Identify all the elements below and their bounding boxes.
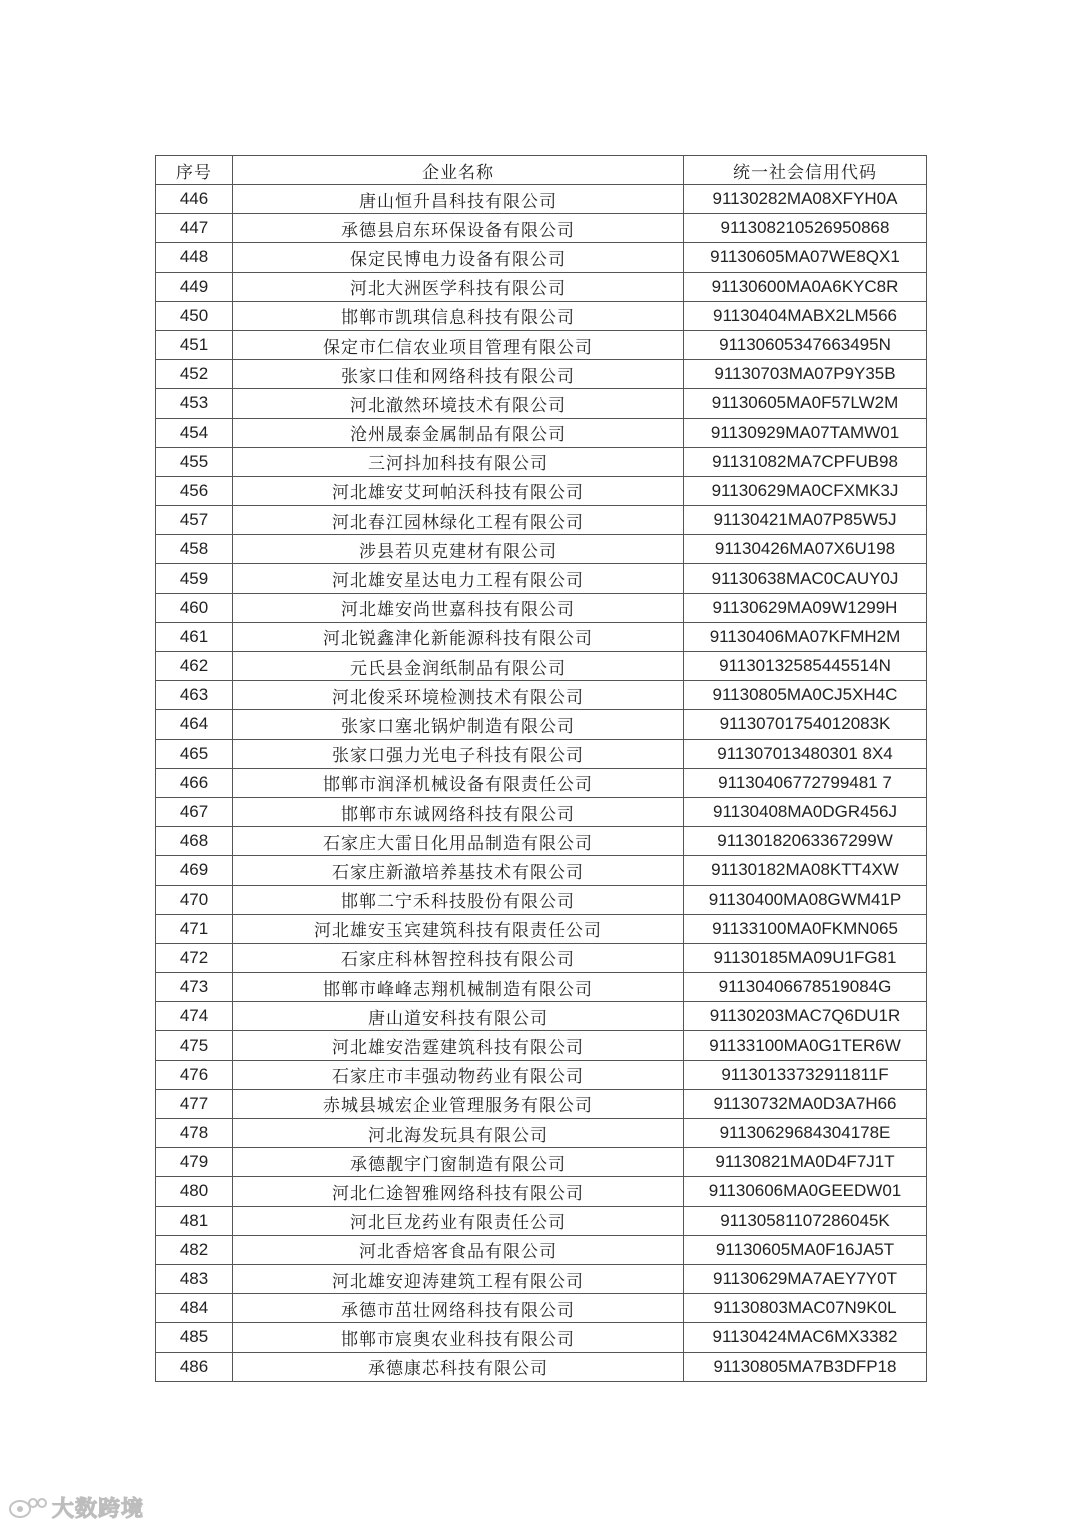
serial-number-cell: 470 [156, 885, 233, 914]
table-row [156, 1264, 927, 1293]
credit-code-cell: 91130929MA07TAMW01 [684, 418, 927, 447]
table-row [156, 185, 927, 214]
table-row [156, 768, 927, 797]
enterprise-registry-table [155, 155, 927, 1382]
company-name-cell: 石家庄科林智控科技有限公司 [233, 943, 684, 972]
serial-number-cell: 485 [156, 1323, 233, 1352]
company-name-cell: 元氏县金润纸制品有限公司 [233, 652, 684, 681]
table-row [156, 301, 927, 330]
table-row [156, 885, 927, 914]
company-name-cell: 河北大洲医学科技有限公司 [233, 272, 684, 301]
table-row [156, 710, 927, 739]
credit-code-cell: 91131082MA7CPFUB98 [684, 447, 927, 476]
credit-code-cell: 91130133732911811F [684, 1060, 927, 1089]
credit-code-cell: 91130426MA07X6U198 [684, 535, 927, 564]
company-name-cell: 河北锐鑫津化新能源科技有限公司 [233, 622, 684, 651]
company-name-cell: 张家口强力光电子科技有限公司 [233, 739, 684, 768]
table-row [156, 856, 927, 885]
company-name-cell: 唐山恒升昌科技有限公司 [233, 185, 684, 214]
table-row [156, 1235, 927, 1264]
serial-number-cell: 452 [156, 360, 233, 389]
serial-number-cell: 460 [156, 593, 233, 622]
table-row [156, 330, 927, 359]
table-row [156, 973, 927, 1002]
credit-code-cell: 91130406678519084G [684, 973, 927, 1002]
company-name-cell: 沧州晟泰金属制品有限公司 [233, 418, 684, 447]
table-row [156, 1206, 927, 1235]
credit-code-cell: 91130703MA07P9Y35B [684, 360, 927, 389]
serial-number-cell: 472 [156, 943, 233, 972]
credit-code-cell: 91130803MAC07N9K0L [684, 1294, 927, 1323]
serial-number-cell: 476 [156, 1060, 233, 1089]
serial-number-cell: 466 [156, 768, 233, 797]
table-body [156, 185, 927, 1382]
company-name-cell: 河北雄安浩霆建筑科技有限公司 [233, 1031, 684, 1060]
serial-number-cell: 478 [156, 1119, 233, 1148]
serial-number-cell: 458 [156, 535, 233, 564]
table-row [156, 797, 927, 826]
serial-number-cell: 481 [156, 1206, 233, 1235]
serial-number-cell: 465 [156, 739, 233, 768]
credit-code-cell: 91130132585445514N [684, 652, 927, 681]
credit-code-cell: 91130203MAC7Q6DU1R [684, 1002, 927, 1031]
credit-code-cell: 91130605MA0F16JA5T [684, 1235, 927, 1264]
serial-number-cell: 448 [156, 243, 233, 272]
table-row [156, 243, 927, 272]
company-name-cell: 承德靓宇门窗制造有限公司 [233, 1148, 684, 1177]
table-row [156, 943, 927, 972]
company-name-cell: 河北俊采环境检测技术有限公司 [233, 681, 684, 710]
serial-number-cell: 475 [156, 1031, 233, 1060]
serial-number-cell: 474 [156, 1002, 233, 1031]
company-name-cell: 河北香焙客食品有限公司 [233, 1235, 684, 1264]
company-name-cell: 邯郸市东诚网络科技有限公司 [233, 797, 684, 826]
company-name-cell: 河北仁途智雅网络科技有限公司 [233, 1177, 684, 1206]
credit-code-cell: 911307013480301 8X4 [684, 739, 927, 768]
company-name-cell: 河北雄安迎涛建筑工程有限公司 [233, 1264, 684, 1293]
credit-code-cell: 91130821MA0D4F7J1T [684, 1148, 927, 1177]
company-name-cell: 河北雄安艾珂帕沃科技有限公司 [233, 476, 684, 505]
credit-code-cell: 91130629MA0CFXMK3J [684, 476, 927, 505]
header-serial-number: 序号 [156, 156, 233, 185]
credit-code-cell: 91133100MA0G1TER6W [684, 1031, 927, 1060]
table-row [156, 827, 927, 856]
serial-number-cell: 463 [156, 681, 233, 710]
serial-number-cell: 486 [156, 1352, 233, 1381]
credit-code-cell: 91130629MA09W1299H [684, 593, 927, 622]
company-name-cell: 邯郸市宸奥农业科技有限公司 [233, 1323, 684, 1352]
table-row [156, 389, 927, 418]
company-name-cell: 涉县若贝克建材有限公司 [233, 535, 684, 564]
serial-number-cell: 464 [156, 710, 233, 739]
credit-code-cell: 91130629MA7AEY7Y0T [684, 1264, 927, 1293]
table-row [156, 1060, 927, 1089]
company-name-cell: 邯郸市峰峰志翔机械制造有限公司 [233, 973, 684, 1002]
table-row [156, 418, 927, 447]
credit-code-cell: 91130406772799481 7 [684, 768, 927, 797]
serial-number-cell: 459 [156, 564, 233, 593]
serial-number-cell: 457 [156, 506, 233, 535]
watermark-text: 大数跨境 [52, 1496, 145, 1522]
credit-code-cell: 91130600MA0A6KYC8R [684, 272, 927, 301]
serial-number-cell: 447 [156, 214, 233, 243]
company-name-cell: 河北雄安星达电力工程有限公司 [233, 564, 684, 593]
serial-number-cell: 453 [156, 389, 233, 418]
weibo-like-logo-icon [8, 1494, 48, 1520]
credit-code-cell: 91130182063367299W [684, 827, 927, 856]
serial-number-cell: 455 [156, 447, 233, 476]
table-row [156, 1089, 927, 1118]
company-name-cell: 唐山道安科技有限公司 [233, 1002, 684, 1031]
serial-number-cell: 467 [156, 797, 233, 826]
table-row [156, 1148, 927, 1177]
table-row [156, 681, 927, 710]
company-name-cell: 承德康芯科技有限公司 [233, 1352, 684, 1381]
company-name-cell: 河北巨龙药业有限责任公司 [233, 1206, 684, 1235]
company-name-cell: 河北雄安尚世嘉科技有限公司 [233, 593, 684, 622]
serial-number-cell: 480 [156, 1177, 233, 1206]
serial-number-cell: 468 [156, 827, 233, 856]
company-name-cell: 石家庄新澈培养基技术有限公司 [233, 856, 684, 885]
credit-code-cell: 91130581107286045K [684, 1206, 927, 1235]
credit-code-cell: 91130185MA09U1FG81 [684, 943, 927, 972]
table-row [156, 1352, 927, 1381]
table-row [156, 506, 927, 535]
table-row [156, 593, 927, 622]
credit-code-cell: 91130408MA0DGR456J [684, 797, 927, 826]
serial-number-cell: 482 [156, 1235, 233, 1264]
credit-code-cell: 91130406MA07KFMH2M [684, 622, 927, 651]
table-row [156, 1294, 927, 1323]
table-row [156, 1031, 927, 1060]
serial-number-cell: 451 [156, 330, 233, 359]
credit-code-cell: 91130805MA0CJ5XH4C [684, 681, 927, 710]
company-name-cell: 保定市仁信农业项目管理有限公司 [233, 330, 684, 359]
company-name-cell: 赤城县城宏企业管理服务有限公司 [233, 1089, 684, 1118]
table-row [156, 914, 927, 943]
credit-code-cell: 91130605MA0F57LW2M [684, 389, 927, 418]
serial-number-cell: 484 [156, 1294, 233, 1323]
table-row [156, 739, 927, 768]
table-row [156, 564, 927, 593]
serial-number-cell: 450 [156, 301, 233, 330]
credit-code-cell: 91130629684304178E [684, 1119, 927, 1148]
company-name-cell: 承德县启东环保设备有限公司 [233, 214, 684, 243]
credit-code-cell: 91130282MA08XFYH0A [684, 185, 927, 214]
credit-code-cell: 91130400MA08GWM41P [684, 885, 927, 914]
table-row [156, 652, 927, 681]
company-name-cell: 邯郸市凯琪信息科技有限公司 [233, 301, 684, 330]
serial-number-cell: 471 [156, 914, 233, 943]
table-row [156, 360, 927, 389]
table-row [156, 1177, 927, 1206]
credit-code-cell: 91130421MA07P85W5J [684, 506, 927, 535]
company-name-cell: 河北澈然环境技术有限公司 [233, 389, 684, 418]
company-name-cell: 河北海发玩具有限公司 [233, 1119, 684, 1148]
credit-code-cell: 91130606MA0GEEDW01 [684, 1177, 927, 1206]
serial-number-cell: 456 [156, 476, 233, 505]
serial-number-cell: 479 [156, 1148, 233, 1177]
table-row [156, 1323, 927, 1352]
header-company-name: 企业名称 [233, 156, 684, 185]
company-name-cell: 张家口佳和网络科技有限公司 [233, 360, 684, 389]
credit-code-cell: 91130605347663495N [684, 330, 927, 359]
serial-number-cell: 446 [156, 185, 233, 214]
company-name-cell: 河北雄安玉宾建筑科技有限责任公司 [233, 914, 684, 943]
watermark [8, 1492, 144, 1522]
serial-number-cell: 483 [156, 1264, 233, 1293]
table-row [156, 1002, 927, 1031]
table-row [156, 447, 927, 476]
credit-code-cell: 91130732MA0D3A7H66 [684, 1089, 927, 1118]
credit-code-cell: 911308210526950868 [684, 214, 927, 243]
table-row [156, 622, 927, 651]
credit-code-cell: 91130182MA08KTT4XW [684, 856, 927, 885]
company-name-cell: 河北春江园林绿化工程有限公司 [233, 506, 684, 535]
company-name-cell: 邯郸二宁禾科技股份有限公司 [233, 885, 684, 914]
table-header-row [156, 156, 927, 185]
credit-code-cell: 91130805MA7B3DFP18 [684, 1352, 927, 1381]
credit-code-cell: 91130638MAC0CAUY0J [684, 564, 927, 593]
serial-number-cell: 454 [156, 418, 233, 447]
serial-number-cell: 469 [156, 856, 233, 885]
company-name-cell: 石家庄市丰强动物药业有限公司 [233, 1060, 684, 1089]
company-name-cell: 石家庄大雷日化用品制造有限公司 [233, 827, 684, 856]
company-name-cell: 邯郸市润泽机械设备有限责任公司 [233, 768, 684, 797]
table-row [156, 535, 927, 564]
table-row [156, 1119, 927, 1148]
company-name-cell: 张家口塞北锅炉制造有限公司 [233, 710, 684, 739]
company-name-cell: 承德市茁壮网络科技有限公司 [233, 1294, 684, 1323]
company-name-cell: 三河抖加科技有限公司 [233, 447, 684, 476]
serial-number-cell: 449 [156, 272, 233, 301]
credit-code-cell: 91130605MA07WE8QX1 [684, 243, 927, 272]
credit-code-cell: 91130701754012083K [684, 710, 927, 739]
credit-code-cell: 91130404MABX2LM566 [684, 301, 927, 330]
table-row [156, 214, 927, 243]
table-row [156, 272, 927, 301]
serial-number-cell: 462 [156, 652, 233, 681]
credit-code-cell: 91133100MA0FKMN065 [684, 914, 927, 943]
header-credit-code: 统一社会信用代码 [684, 156, 927, 185]
serial-number-cell: 477 [156, 1089, 233, 1118]
table-row [156, 476, 927, 505]
company-name-cell: 保定民博电力设备有限公司 [233, 243, 684, 272]
credit-code-cell: 91130424MAC6MX3382 [684, 1323, 927, 1352]
serial-number-cell: 473 [156, 973, 233, 1002]
serial-number-cell: 461 [156, 622, 233, 651]
